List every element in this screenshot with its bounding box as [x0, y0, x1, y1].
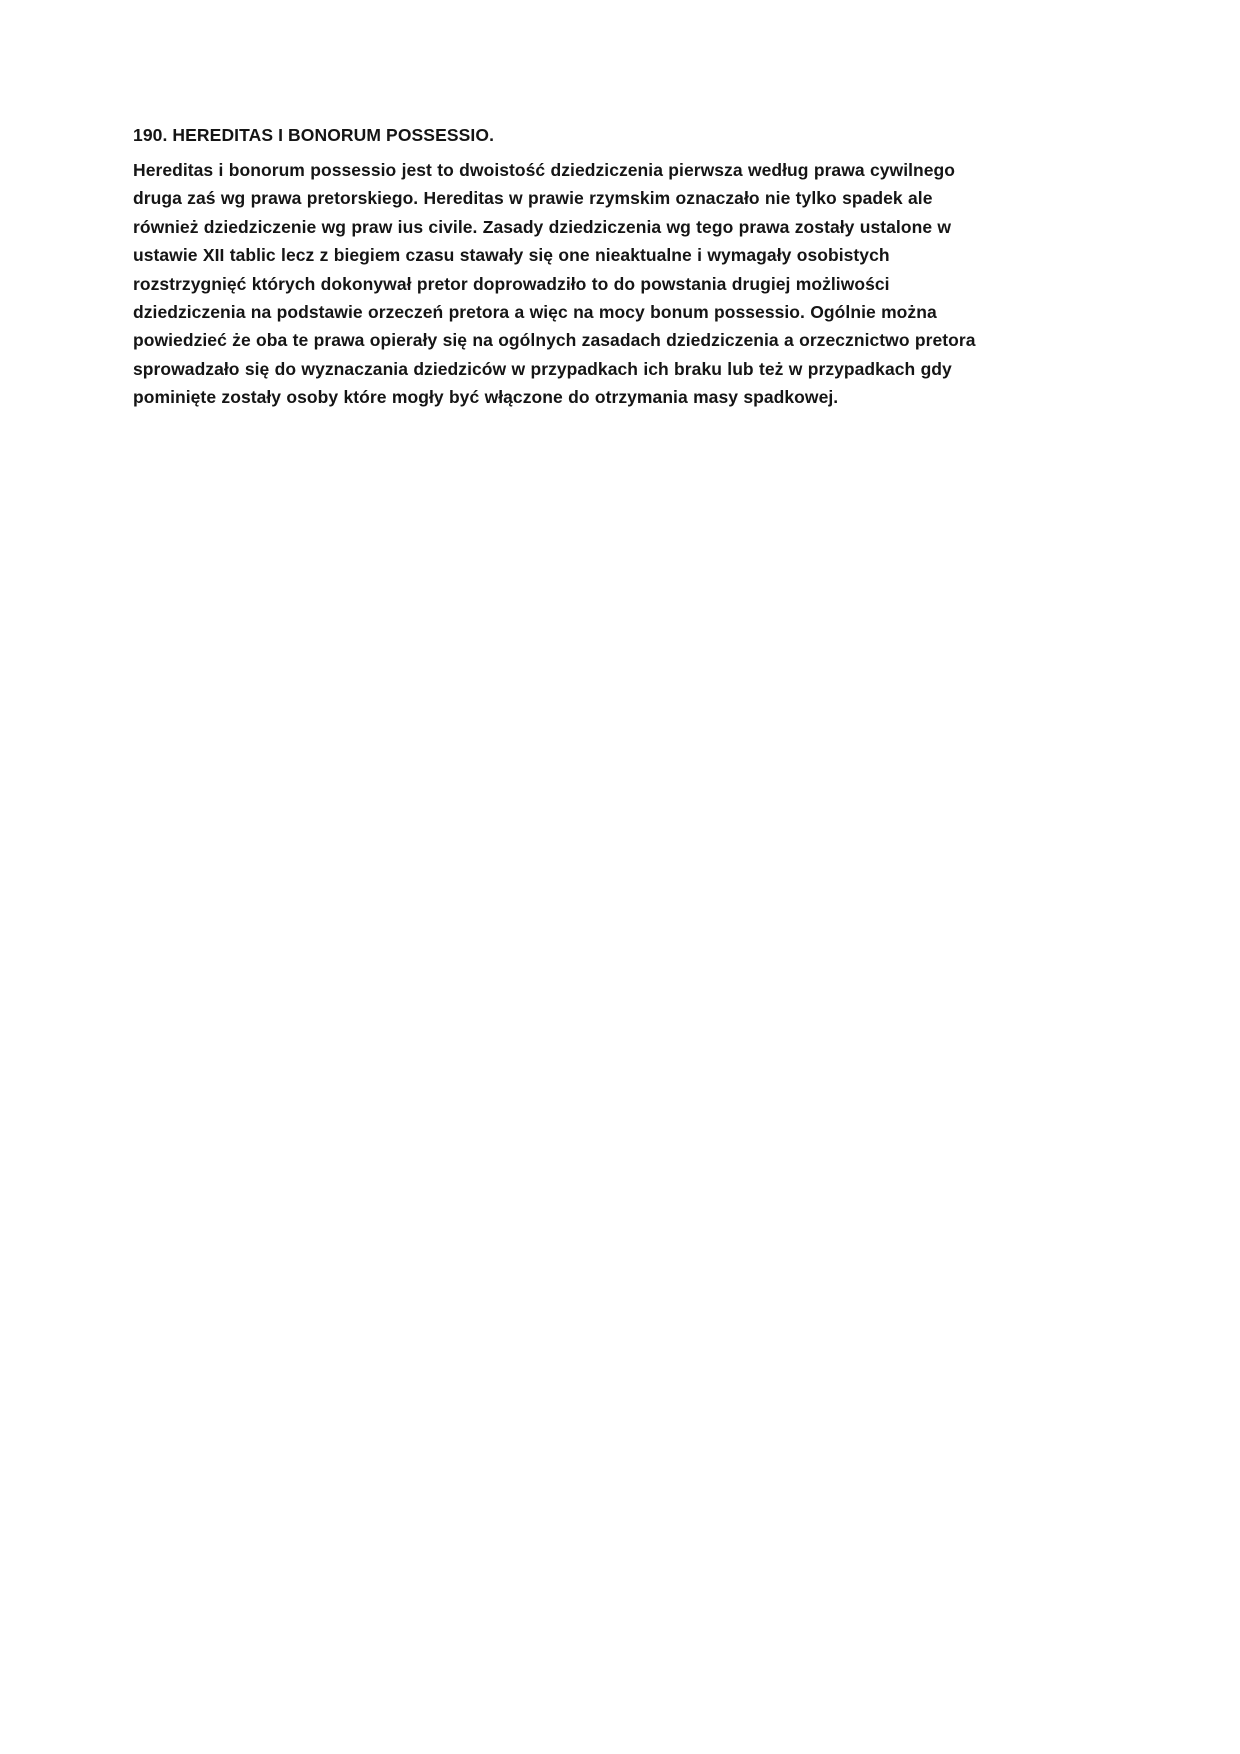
document-text-block: [133, 122, 978, 411]
page-title: 190. HEREDITAS I BONORUM POSSESSIO.: [133, 125, 495, 145]
body-paragraph: Hereditas i bonorum possessio jest to dwoistość dziedziczenia pierwsza według prawa cywilnego druga zaś wg prawa pretorskiego. Hereditas w prawie rzymskim oznaczało nie tylko spadek ale również dziedziczenie wg praw ius civile. Zasady dziedziczenia wg tego prawa zostały ustalone w ustawie XII tablic lecz z biegiem czasu stawały się one nieaktualne i wymagały osobistych rozstrzygnięć których dokonywał pretor doprowadziło to do powstania drugiej możliwości dziedziczenia na podstawie orzeczeń pretora a więc na mocy bonum possessio. Ogólnie można powiedzieć że oba te prawa opierały się na ogólnych zasadach dziedziczenia a orzecznictwo pretora sprowadzało się do wyznaczania dziedziców w przypadkach ich braku lub też w przypadkach gdy pominięte zostały osoby które mogły być włączone do otrzymania masy spadkowej.: [133, 160, 976, 407]
